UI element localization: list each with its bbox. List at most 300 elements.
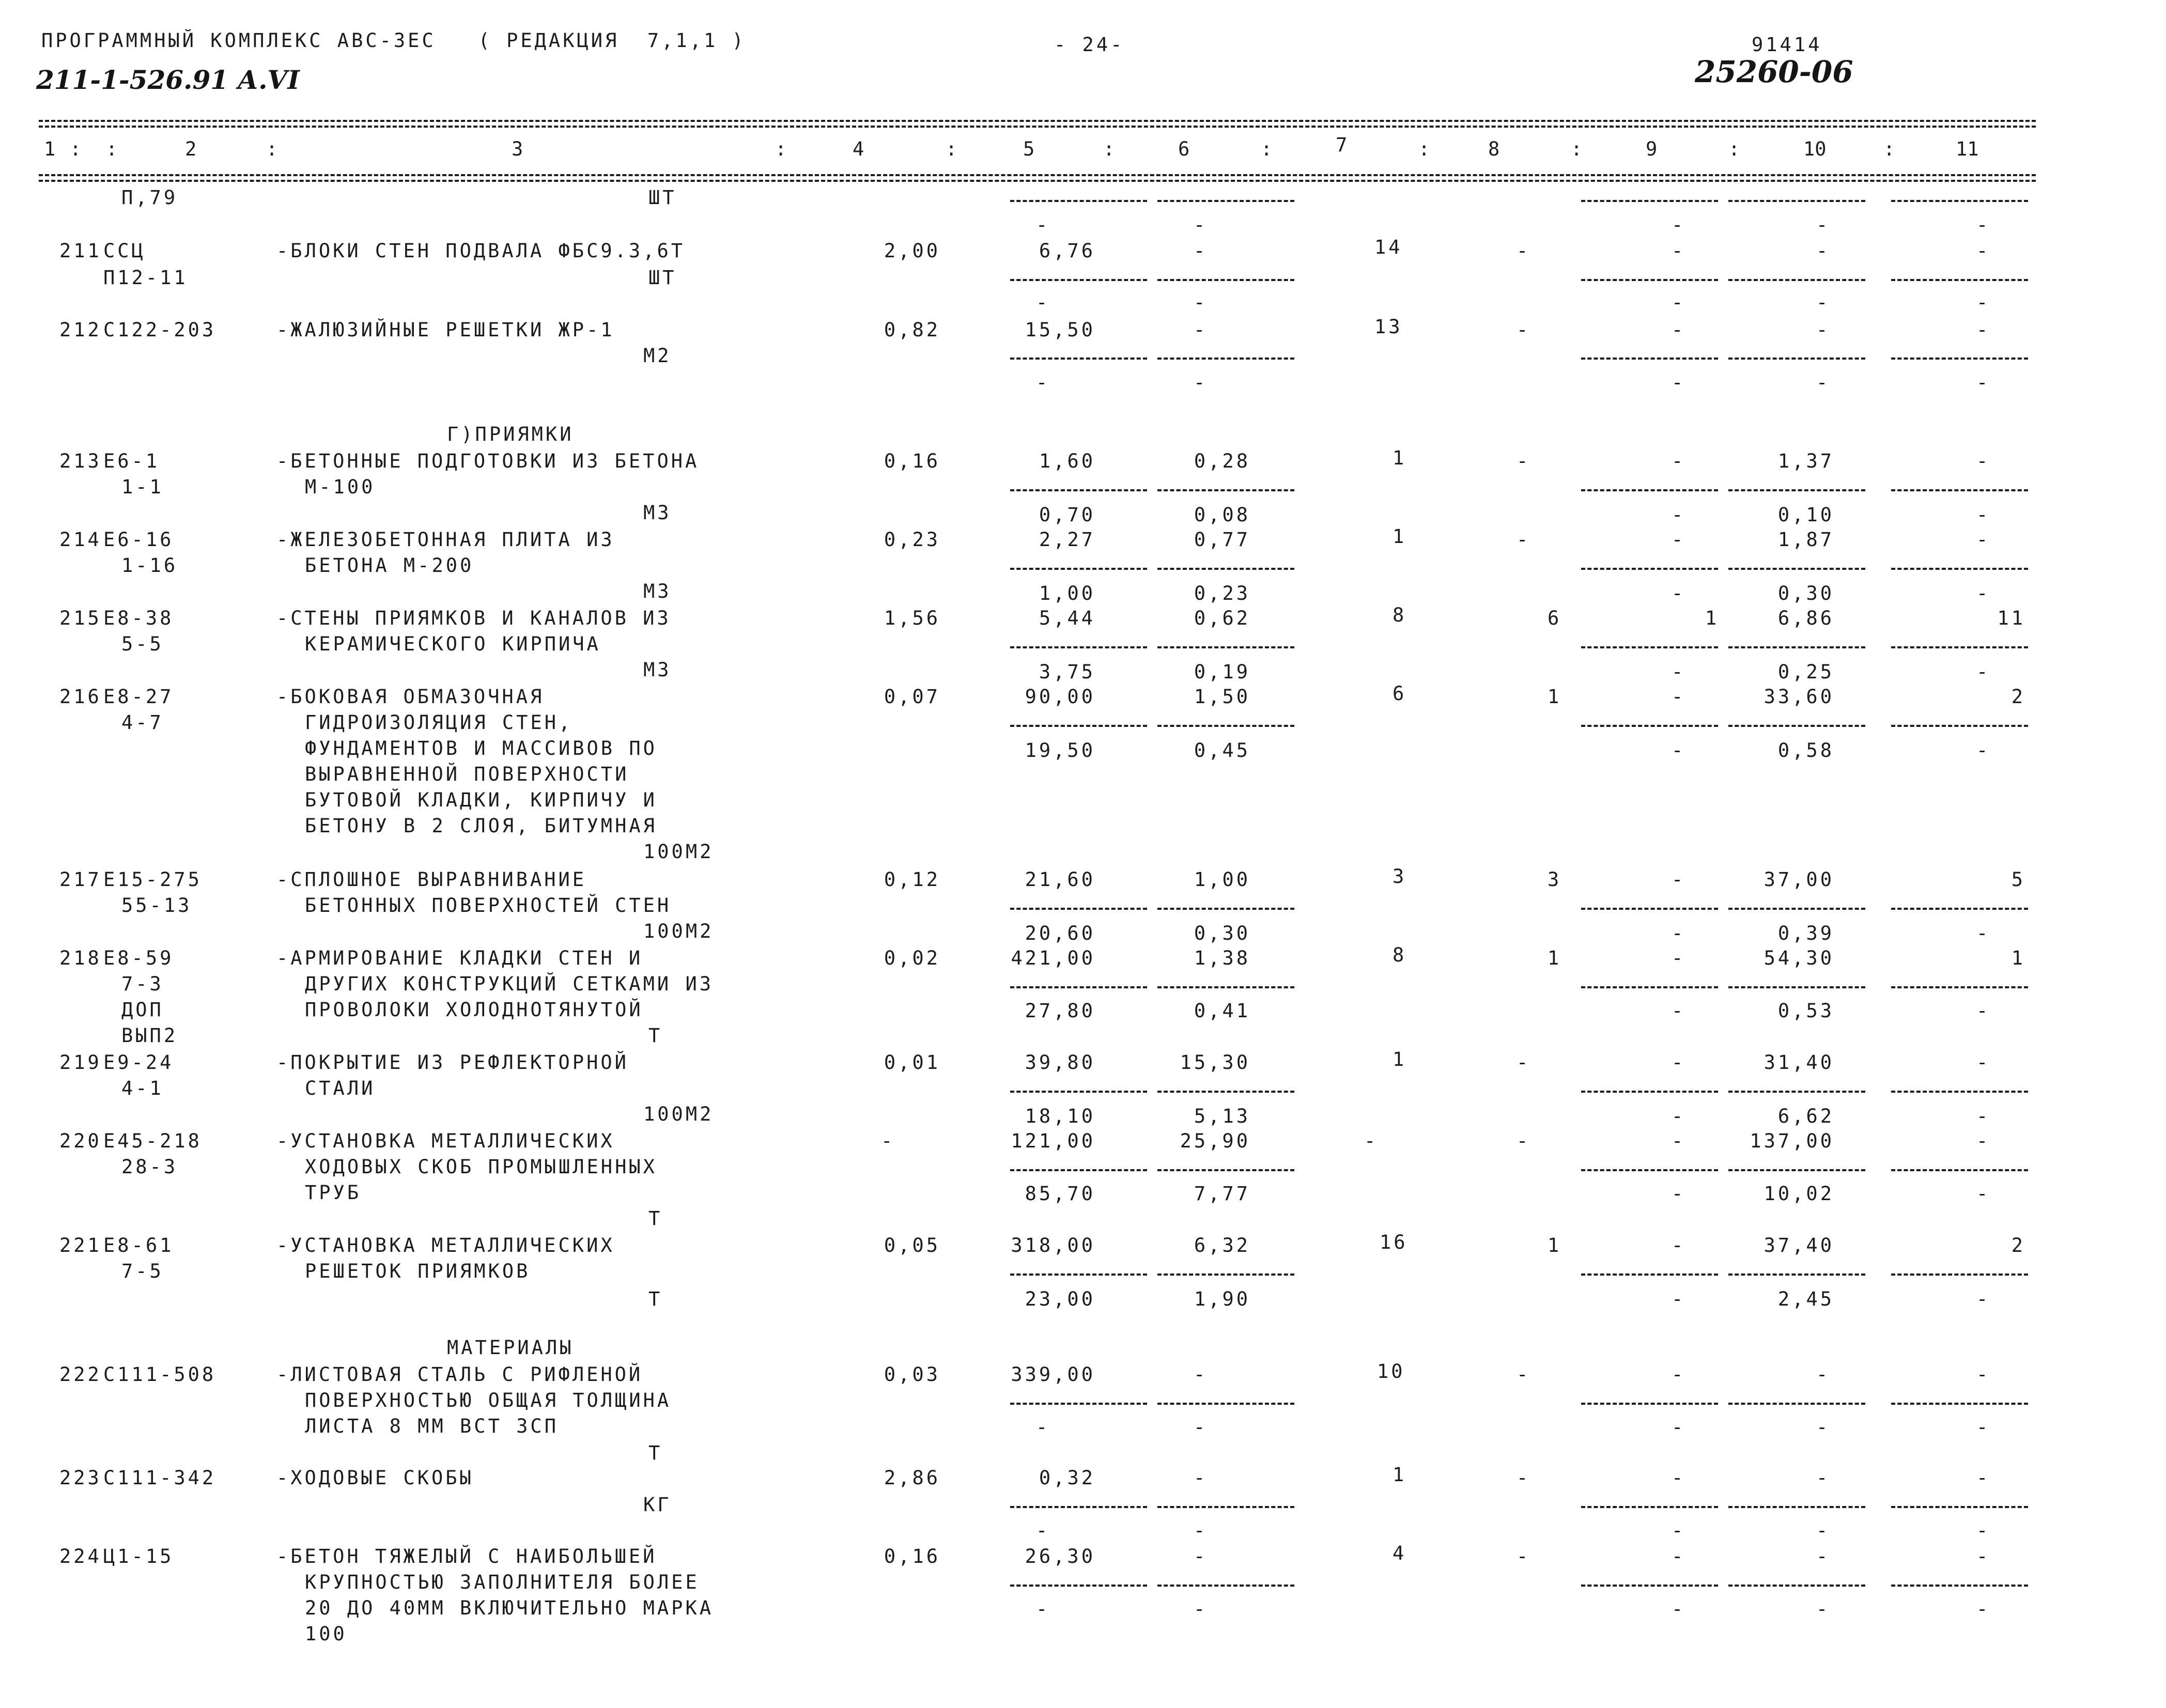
table-cell: - [1672,291,1686,314]
section-title: Г)ПРИЯМКИ [447,423,574,445]
table-cell: 8 [1393,944,1407,966]
table-cell: 222 [59,1363,102,1386]
dashed-rule [1010,1169,1147,1171]
dashed-rule [1581,1585,1718,1587]
table-cell: - [1036,291,1050,314]
table-cell: 215 [59,607,102,629]
table-cell: Е6-1 [103,450,160,472]
dashed-rule [1010,908,1147,910]
dashed-rule [1581,1506,1718,1508]
table-cell: - [1976,1105,1991,1127]
table-cell: БУТОВОЙ КЛАДКИ, КИРПИЧУ И [305,789,657,811]
table-cell: - [1672,947,1686,969]
table-cell: 0,16 [884,1545,940,1567]
dashed-rule [1010,200,1147,202]
table-cell: 137,00 [1750,1130,1834,1152]
table-cell: ДОП [121,999,164,1021]
table-cell: - [1194,214,1208,236]
dashed-rule [1157,986,1294,988]
table-cell: 5 [2011,868,2025,891]
dashed-rule [1010,489,1147,491]
table-cell: - [1672,1519,1686,1542]
table-cell: 7-3 [121,973,164,995]
table-cell: 0,30 [1194,922,1250,944]
dashed-rule [1728,1403,1865,1405]
table-cell: - [1976,1416,1991,1438]
dashed-rule [1010,646,1147,648]
table-cell: - [1672,529,1686,551]
dashed-rule [1581,489,1718,491]
table-cell: ГИДРОИЗОЛЯЦИЯ СТЕН, [305,711,573,734]
table-cell: 26,30 [1025,1545,1095,1567]
dashed-rule [1891,1403,2028,1405]
table-cell: -ХОДОВЫЕ СКОБЫ [276,1467,474,1489]
table-cell: - [1672,1598,1686,1620]
header-rule-bottom-2 [39,180,2036,182]
table-cell: 1-16 [121,554,178,577]
table-cell: БЕТОННЫХ ПОВЕРХНОСТЕЙ СТЕН [305,894,672,917]
table-cell: 1,60 [1039,450,1095,472]
table-cell: 6 [1548,607,1562,629]
row-name: -ЖАЛЮЗИЙНЫЕ РЕШЕТКИ ЖР-1 [276,319,615,341]
dashed-rule [1581,200,1718,202]
dashed-rule [1891,1169,2028,1171]
table-cell: КРУПНОСТЬЮ ЗАПОЛНИТЕЛЯ БОЛЕЕ [305,1571,700,1593]
dashed-rule [1157,279,1294,281]
table-cell: 4-7 [121,711,164,734]
table-cell: -СПЛОШНОЕ ВЫРАВНИВАНИЕ [276,868,587,891]
dashed-rule [1891,908,2028,910]
table-cell: 1 [1393,447,1407,469]
dashed-rule [1157,568,1294,570]
table-cell: 10 [1377,1360,1405,1383]
dashed-rule [1581,279,1718,281]
table-cell: -СТЕНЫ ПРИЯМКОВ И КАНАЛОВ ИЗ [276,607,671,629]
dashed-rule [1010,1506,1147,1508]
dashed-rule [1157,1091,1294,1093]
table-cell: - [1816,214,1831,236]
table-cell: 0,32 [1039,1467,1095,1489]
dashed-rule [1157,908,1294,910]
section-title: МАТЕРИАЛЫ [447,1337,574,1359]
table-cell: 0,70 [1039,504,1095,526]
table-cell: 27,80 [1025,1000,1095,1022]
table-cell: 421,00 [1011,947,1095,969]
header-rule-top-2 [39,126,2036,128]
table-cell: 0,08 [1194,504,1250,526]
table-cell: - [1976,582,1991,604]
table-cell: - [1364,1130,1379,1152]
table-cell: - [1976,1051,1991,1074]
code-top: 91414 [1752,34,1822,56]
table-cell: 0,62 [1194,607,1250,629]
table-cell: 1 [1548,1234,1562,1256]
table-cell: ДРУГИХ КОНСТРУКЦИЙ СЕТКАМИ ИЗ [305,973,714,995]
table-cell: - [1976,214,1991,236]
dashed-rule [1157,358,1294,360]
cell-c7: 13 [1374,316,1403,338]
dashed-rule [1581,1403,1718,1405]
row-code-2: П12-11 [103,267,188,289]
table-cell: 1 [1548,686,1562,708]
table-cell: - [1517,240,1531,262]
table-cell: - [1517,319,1531,341]
table-cell: 213 [59,450,102,472]
dashed-rule [1891,646,2028,648]
table-cell: С111-342 [103,1467,216,1489]
dashed-rule [1010,279,1147,281]
col-3: 3 [512,138,523,160]
table-cell: 37,40 [1763,1234,1834,1256]
table-cell: 1 [2011,947,2025,969]
table-cell: : [1728,138,1740,160]
cell-c4: 2,00 [884,240,940,262]
table-cell: КГ [643,1494,672,1516]
table-cell: 1 [1548,947,1562,969]
table-cell: 100М2 [643,1103,714,1125]
table-cell: : [266,138,278,160]
table-cell: - [1672,1000,1686,1022]
table-cell: -АРМИРОВАНИЕ КЛАДКИ СТЕН И [276,947,643,969]
table-cell: М-100 [305,476,376,498]
table-cell: 1,38 [1194,947,1250,969]
table-cell: - [1036,214,1050,236]
header-rule-bottom [39,174,2036,176]
table-cell: 11 [1997,607,2025,629]
row-unit: М2 [643,345,672,367]
table-cell: - [1036,1519,1050,1542]
table-cell: - [1976,1467,1991,1489]
col-6: 6 [1178,138,1190,160]
table-cell: -УСТАНОВКА МЕТАЛЛИЧЕСКИХ [276,1234,615,1256]
table-cell: 100М2 [643,920,714,942]
page-number: - 24- [1054,34,1125,56]
table-cell: 2,45 [1777,1288,1834,1310]
row-unit: ШТ [648,187,677,209]
dashed-rule [1728,200,1865,202]
table-cell: - [1816,319,1831,341]
table-cell: 0,19 [1194,661,1250,683]
table-cell: ПРОВОЛОКИ ХОЛОДНОТЯНУТОЙ [305,999,643,1021]
row-code: ССЦ [103,240,146,262]
table-cell: - [1976,739,1991,762]
table-cell: 20 ДО 40ММ ВКЛЮЧИТЕЛЬНО МАРКА [305,1597,714,1619]
table-cell: Е8-27 [103,686,174,708]
table-cell: - [1672,661,1686,683]
table-cell: - [1036,1416,1050,1438]
dashed-rule [1891,1274,2028,1276]
table-cell: БЕТОНУ В 2 СЛОЯ, БИТУМНАЯ [305,815,657,837]
table-cell: 3 [1393,865,1407,888]
col-11: 11 [1956,138,1979,160]
dashed-rule [1728,358,1865,360]
table-cell: ЛИСТА 8 ММ ВСТ 3СП [305,1415,559,1437]
dashed-rule [1728,279,1865,281]
dashed-rule [1157,1274,1294,1276]
table-cell: БЕТОНА М-200 [305,554,474,577]
dashed-rule [1010,568,1147,570]
table-cell: Т [648,1288,663,1310]
dashed-rule [1157,489,1294,491]
table-cell: - [1816,1545,1831,1567]
table-cell: - [1976,1183,1991,1205]
table-cell: - [1672,240,1686,262]
table-cell: Е8-59 [103,947,174,969]
table-cell: Ц1-15 [103,1545,174,1567]
dashed-rule [1891,986,2028,988]
dashed-rule [1891,568,2028,570]
table-cell: 0,02 [884,947,940,969]
table-cell: 0,16 [884,450,940,472]
table-cell: - [1194,1598,1208,1620]
table-cell: ВЫРАВНЕННОЙ ПОВЕРХНОСТИ [305,763,629,785]
table-cell: - [1672,1416,1686,1438]
table-cell: - [1816,371,1831,394]
dashed-rule [1891,1506,2028,1508]
table-cell: 217 [59,868,102,891]
table-cell: 0,07 [884,686,940,708]
table-cell: : [775,138,787,160]
table-cell: - [1194,240,1208,262]
header-rule-top [39,120,2036,122]
table-cell: М3 [643,580,672,602]
table-cell: - [1672,214,1686,236]
dashed-rule [1891,358,2028,360]
table-cell: - [1036,371,1050,394]
dashed-rule [1728,1585,1865,1587]
dashed-rule [1157,1403,1294,1405]
table-cell: 0,23 [1194,582,1250,604]
table-cell: 214 [59,529,102,551]
dashed-rule [1010,358,1147,360]
col-4: 4 [853,138,864,160]
table-cell: 218 [59,947,102,969]
table-cell: 10,02 [1763,1183,1834,1205]
table-cell: - [1976,1598,1991,1620]
table-cell: 100 [305,1623,347,1645]
table-cell: - [1816,291,1831,314]
table-cell: -ЛИСТОВАЯ СТАЛЬ С РИФЛЕНОЙ [276,1363,643,1386]
table-cell: - [1976,371,1991,394]
table-cell: 339,00 [1011,1363,1095,1386]
dashed-rule [1157,646,1294,648]
table-cell: 15,30 [1180,1051,1250,1074]
table-cell: Е8-61 [103,1234,174,1256]
table-cell: 220 [59,1130,102,1152]
table-cell: - [1194,1467,1208,1489]
table-cell: 1,37 [1777,450,1834,472]
table-cell: 21,60 [1025,868,1095,891]
col-1: 1 [44,138,56,160]
table-cell: : [70,138,82,160]
table-cell: -ПОКРЫТИЕ ИЗ РЕФЛЕКТОРНОЙ [276,1051,629,1074]
table-cell: - [1672,1288,1686,1310]
table-cell: 19,50 [1025,739,1095,762]
cell-c4: 0,82 [884,319,940,341]
row-code: С122-203 [103,319,216,341]
table-cell: ФУНДАМЕНТОВ И МАССИВОВ ПО [305,737,657,759]
table-cell: 0,45 [1194,739,1250,762]
table-cell: 0,05 [884,1234,940,1256]
table-cell: -БОКОВАЯ ОБМАЗОЧНАЯ [276,686,545,708]
dashed-rule [1157,1169,1294,1171]
table-cell: 0,12 [884,868,940,891]
dashed-rule [1010,1274,1147,1276]
table-cell: - [1816,1598,1831,1620]
table-cell: 1,90 [1194,1288,1250,1310]
table-cell: - [881,1130,895,1152]
table-cell: - [1816,1519,1831,1542]
table-cell: - [1672,1545,1686,1567]
table-cell: - [1976,1545,1991,1567]
dashed-rule [1581,646,1718,648]
table-cell: 7,77 [1194,1183,1250,1205]
table-cell: -БЕТОН ТЯЖЕЛЫЙ С НАИБОЛЬШЕЙ [276,1545,657,1567]
table-cell: 221 [59,1234,102,1256]
col-5: 5 [1023,138,1035,160]
table-cell: - [1672,868,1686,891]
table-cell: - [1672,686,1686,708]
row-code: П,79 [121,187,178,209]
table-cell: : [1883,138,1895,160]
dashed-rule [1010,1403,1147,1405]
table-cell: - [1517,450,1531,472]
dashed-rule [1581,908,1718,910]
table-cell: 6 [1393,682,1407,705]
table-cell: 1 [1393,525,1407,548]
table-cell: 0,25 [1777,661,1834,683]
table-cell: 6,32 [1194,1234,1250,1256]
table-cell: 1 [1705,607,1720,629]
cell-c5: 15,50 [1025,319,1095,341]
row-unit: ШТ [648,267,677,289]
table-cell: Т [648,1207,663,1230]
table-cell: - [1672,319,1686,341]
table-cell: Е8-38 [103,607,174,629]
table-cell: 4-1 [121,1077,164,1099]
dashed-rule [1728,1169,1865,1171]
table-cell: 90,00 [1025,686,1095,708]
table-cell: - [1194,1363,1208,1386]
table-cell: - [1816,240,1831,262]
dashed-rule [1581,568,1718,570]
dashed-rule [1581,358,1718,360]
table-cell: - [1976,319,1991,341]
table-cell: 39,80 [1025,1051,1095,1074]
table-cell: - [1976,529,1991,551]
dashed-rule [1581,725,1718,727]
dashed-rule [1728,986,1865,988]
table-cell: 16 [1380,1231,1408,1253]
table-cell: - [1672,450,1686,472]
dashed-rule [1891,1091,2028,1093]
handwritten-document-number: 211-1-526.91 А.VI [36,65,300,95]
table-cell: 121,00 [1011,1130,1095,1152]
dashed-rule [1728,568,1865,570]
table-cell: ТРУБ [305,1182,362,1204]
table-cell: ПОВЕРХНОСТЬЮ ОБЩАЯ ТОЛЩИНА [305,1389,672,1411]
table-cell: Е9-24 [103,1051,174,1074]
dashed-rule [1010,1091,1147,1093]
table-cell: 1,50 [1194,686,1250,708]
table-cell: - [1194,371,1208,394]
table-cell: : [1571,138,1583,160]
table-cell: С111-508 [103,1363,216,1386]
table-cell: 0,53 [1777,1000,1834,1022]
table-cell: Т [648,1024,663,1047]
table-cell: М3 [643,659,672,681]
row-number: 212 [59,319,102,341]
table-cell: : [1103,138,1115,160]
table-cell: -УСТАНОВКА МЕТАЛЛИЧЕСКИХ [276,1130,615,1152]
table-cell: 20,60 [1025,922,1095,944]
table-cell: - [1672,1363,1686,1386]
table-cell: - [1976,504,1991,526]
table-cell: - [1194,1519,1208,1542]
table-cell: 0,01 [884,1051,940,1074]
table-cell: 1-1 [121,476,164,498]
table-cell: 219 [59,1051,102,1074]
table-cell: 18,10 [1025,1105,1095,1127]
dashed-rule [1157,200,1294,202]
table-cell: 1 [1393,1048,1407,1070]
table-cell: - [1976,1000,1991,1022]
table-cell: -БЕТОННЫЕ ПОДГОТОВКИ ИЗ БЕТОНА [276,450,700,472]
dashed-rule [1728,489,1865,491]
table-cell: 5,44 [1039,607,1095,629]
table-cell: 0,77 [1194,529,1250,551]
table-cell: 3 [1548,868,1562,891]
table-cell: КЕРАМИЧЕСКОГО КИРПИЧА [305,633,601,655]
dashed-rule [1581,1091,1718,1093]
table-cell: - [1672,739,1686,762]
table-cell: - [1517,1467,1531,1489]
table-cell: - [1672,1234,1686,1256]
table-cell: 31,40 [1763,1051,1834,1074]
dashed-rule [1581,1169,1718,1171]
row-name: -БЛОКИ СТЕН ПОДВАЛА ФБС9.3,6Т [276,240,686,262]
col-9: 9 [1646,138,1658,160]
table-cell: РЕШЕТОК ПРИЯМКОВ [305,1260,531,1282]
table-cell: Е45-218 [103,1130,202,1152]
table-cell: - [1976,1130,1991,1152]
table-cell: 0,39 [1777,922,1834,944]
table-cell: - [1976,291,1991,314]
table-cell: - [1672,1467,1686,1489]
table-cell: - [1194,1416,1208,1438]
table-cell: 6,62 [1777,1105,1834,1127]
dashed-rule [1157,1506,1294,1508]
dashed-rule [1891,200,2028,202]
dashed-rule [1010,1585,1147,1587]
table-cell: 0,03 [884,1363,940,1386]
table-cell: М3 [643,502,672,524]
dashed-rule [1157,1585,1294,1587]
table-cell: - [1976,450,1991,472]
dashed-rule [1728,1506,1865,1508]
dashed-rule [1728,725,1865,727]
table-cell: -ЖЕЛЕЗОБЕТОННАЯ ПЛИТА ИЗ [276,529,615,551]
dashed-rule [1728,1091,1865,1093]
table-cell: 6,86 [1777,607,1834,629]
dashed-rule [1891,279,2028,281]
table-cell: - [1517,1545,1531,1567]
table-cell: СТАЛИ [305,1077,376,1099]
table-cell: - [1976,922,1991,944]
table-cell: 100М2 [643,841,714,863]
table-cell: 223 [59,1467,102,1489]
dashed-rule [1157,725,1294,727]
